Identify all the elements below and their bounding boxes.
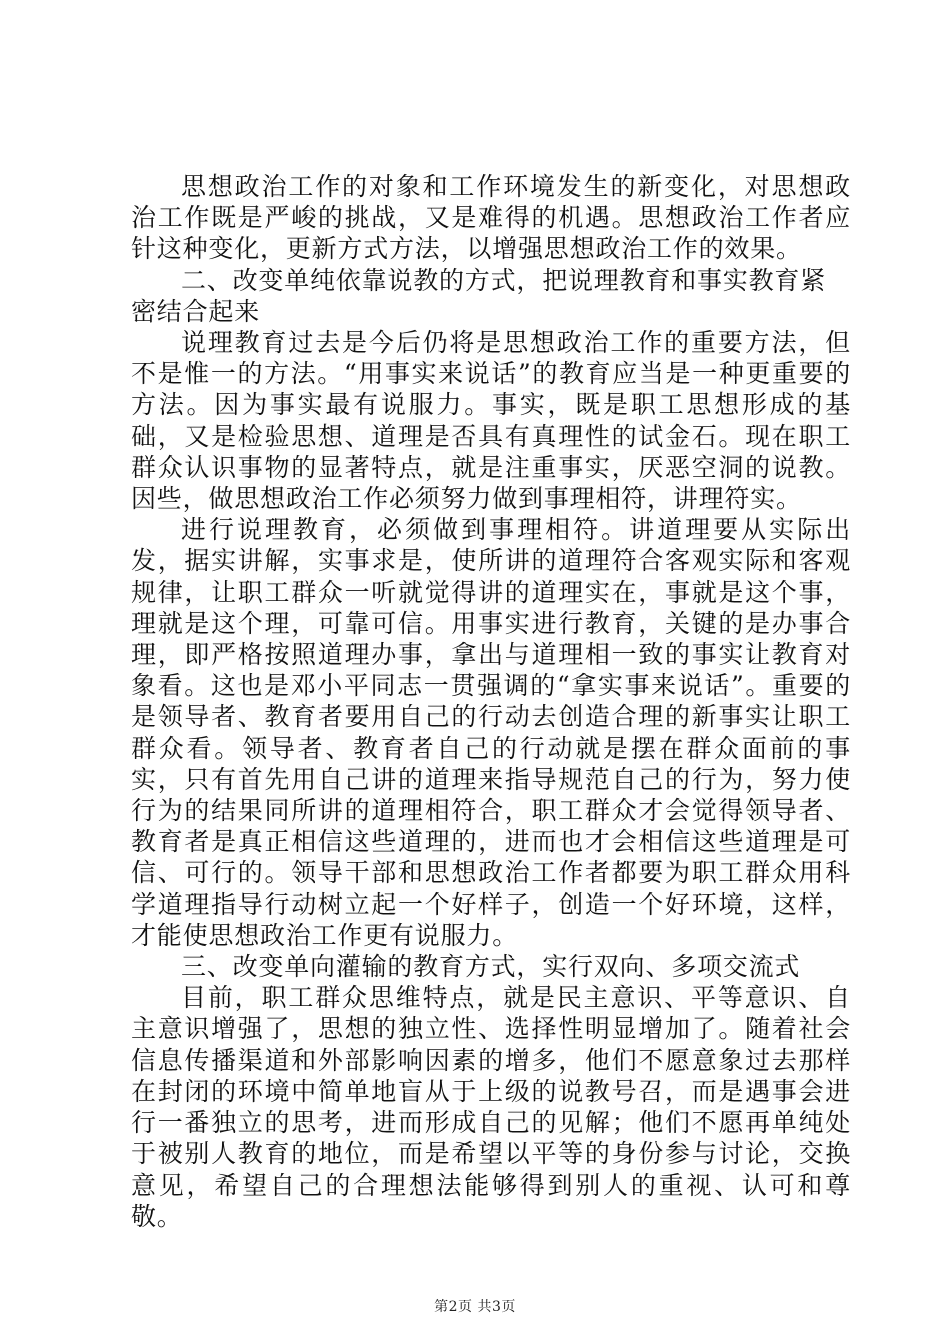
paragraph-fact-consistency: 进行说理教育，必须做到事理相符。讲道理要从实际出发，据实讲解，实事求是，使所讲的道理符合客观实际和客观规律，让职工群众一听就觉得讲的道理实在，事就是这个事，理就是这个理，可靠可信。用事实进行教育，关键的是办事合理，即严格按照道理办事，拿出与道理相一致的事实让教育对象看。这也是邓小平同志一贯强调的“拿实事来说话”。重要的是领导者、教育者要用自己的行动去创造合理的新事实让职工群众看。领导者、教育者自己的行动就是摆在群众面前的事实，只有首先用自己讲的道理来指导规范自己的行为，努力使行为的结果同所讲的道理相符合，职工群众才会觉得领导者、教育者是真正相信这些道理的，进而也才会相信这些道理是可信、可行的。领导干部和思想政治工作者都要为职工群众用科学道理指导行动树立起一个好样子，创造一个好环境，这样，才能使思想政治工作更有说服力。 bbox=[131, 515, 851, 950]
paragraph-intro: 思想政治工作的对象和工作环境发生的新变化，对思想政治工作既是严峻的挑战，又是难得的机遇。思想政治工作者应针这种变化，更新方式方法，以增强思想政治工作的效果。 bbox=[131, 172, 851, 264]
document-body bbox=[131, 171, 851, 1232]
section-heading-2: 二、改变单纯依靠说教的方式，把说理教育和事实教育紧密结合起来 bbox=[131, 265, 827, 326]
paragraph-reasoning-education: 说理教育过去是今后仍将是思想政治工作的重要方法，但不是惟一的方法。“用事实来说话”的教育应当是一种更重要的方法。因为事实最有说服力。事实，既是职工思想形成的基础，又是检验思想、道理是否具有真理性的试金石。现在职工群众认识事物的显著特点，就是注重事实，厌恶空洞的说教。因些，做思想政治工作必须努力做到事理相符，讲理符实。 bbox=[131, 328, 851, 514]
section-heading-3: 三、改变单向灌输的教育方式，实行双向、多项交流式 bbox=[181, 952, 801, 982]
page-number-footer: 第2页 共3页 bbox=[434, 1299, 516, 1315]
paragraph-worker-thinking: 目前，职工群众思维特点，就是民主意识、平等意识、自主意识增强了，思想的独立性、选择性明显增加了。随着社会信息传播渠道和外部影响因素的增多，他们不愿意象过去那样在封闭的环境中简单地盲从于上级的说教号召，而是遇事会进行一番独立的思考，进而形成自己的见解；他们不愿再单纯处于被别人教育的地位，而是希望以平等的身份参与讨论，交换意见，希望自己的合理想法能够得到别人的重视、认可和尊敬。 bbox=[131, 983, 851, 1231]
